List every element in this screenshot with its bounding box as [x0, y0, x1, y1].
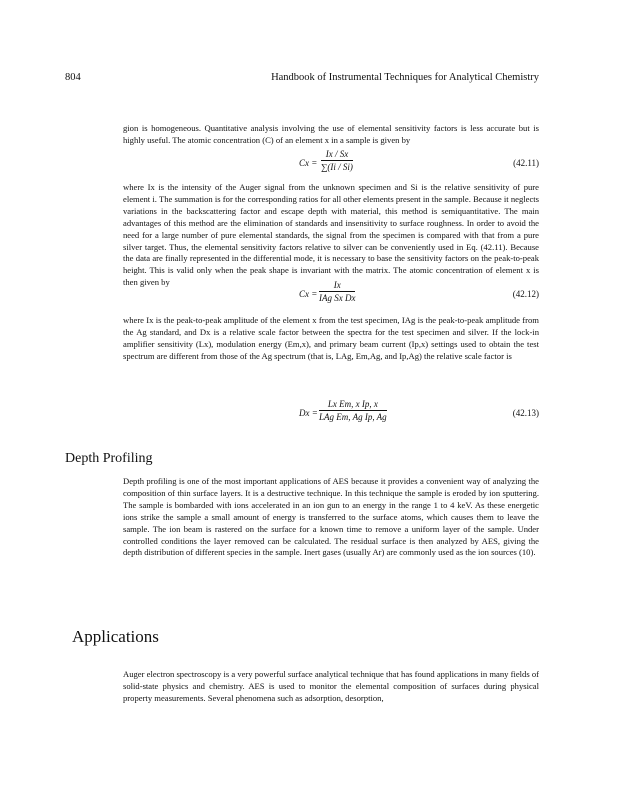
equation-numerator: Ix / Sx — [321, 149, 353, 161]
equation-number: (42.12) — [512, 289, 539, 299]
paragraph-scale-factor — [123, 315, 539, 363]
equation-fraction — [319, 280, 355, 303]
page-number: 804 — [65, 72, 81, 83]
equation-lhs: Dx = — [299, 408, 318, 418]
paragraph-applications — [123, 669, 539, 705]
equation-number: (42.11) — [513, 158, 539, 168]
paragraph-text: Auger electron spectroscopy is a very powerful surface analytical technique that has found applications in many fields of solid-state physics and chemistry. AES is used to monitor the elemental composition of surfaces during physical property measurements. Several phenomena such as adsorption, desorption, — [123, 669, 539, 703]
equation-42-12 — [123, 277, 539, 313]
paragraph-text: Depth profiling is one of the most important applications of AES because it provides a convenient way of analyzing the composition of thin surface layers. It is a destructive technique. In this technique the sample is eroded by ion sputtering. The sample is bombarded with ions accelerated in an ion gun to an energy in the range 1 to 4 keV. As these energetic ions strike the sample a small amount of energy is transferred to the surface atoms, which causes them to leave the sample. The ion beam is rastered on the surface for a known time to remove a uniform layer of the sample. Under controlled conditions the layer removed can be calculated. The residual surface is then analyzed by AES, giving the depth distribution of different species in the sample. Inert gases (usually Ar) are commonly used as the ion sources (10). — [123, 476, 539, 558]
heading-applications: Applications — [72, 627, 159, 646]
paragraph-text: where Ix is the peak-to-peak amplitude of the element x from the test specimen, IAg is the peak-to-peak amplitude from the Ag standard, and Dx is a relative scale factor between the spectra for the test specimen and silver. If the lock-in amplifier sensitivity (Lx), modulation energy (Em,x), and primary beam current (Ip,x) settings used to obtain the test spectrum are different from those of the Ag spectrum (that is, LAg, Em,Ag, and Ip,Ag) the relative scale factor is — [123, 315, 539, 361]
paragraph-sensitivity — [123, 182, 539, 289]
running-title: Handbook of Instrumental Techniques for Analytical Chemistry — [271, 72, 539, 83]
equation-denominator: ∑(Ii / Si) — [321, 162, 353, 172]
equation-numerator: Ix — [319, 280, 355, 292]
equation-42-11 — [123, 146, 539, 182]
equation-fraction — [319, 399, 387, 422]
equation-lhs: Cx = — [299, 158, 318, 168]
equation-denominator: IAg Sx Dx — [319, 293, 356, 303]
equation-fraction — [321, 149, 353, 172]
equation-numerator: Lx Em, x Ip, x — [319, 399, 387, 411]
equation-lhs: Cx = — [299, 289, 318, 299]
paragraph-intro — [123, 123, 539, 147]
equation-denominator: LAg Em, Ag Ip, Ag — [319, 412, 387, 422]
paragraph-text: gion is homogeneous. Quantitative analysis involving the use of elemental sensitivity factors is less accurate but is highly useful. The atomic concentration (C) of an element x in a sample is given by — [123, 123, 539, 145]
paragraph-text: where Ix is the intensity of the Auger signal from the unknown specimen and Si is the relative sensitivity of pure element i. The summation is for the corresponding ratios for all other elements present in the sample. Because it neglects variations in the backscattering factor and escape depth with material, this method is semiquantitative. The main advantages of this method are the elimination of standards and insensitivity to surface roughness. In order to avoid the need for a large number of pure elemental standards, the signal from the specimen is compared with that from a pure silver target. Thus, the elemental sensitivity factors relative to silver can be conveniently used in Eq. (42.11). Because the data are finally represented in the differential mode, it is necessary to base the sensitivity factors on the peak-to-peak height. This is valid only when the peak shape is invariant with the matrix. The atomic concentration of element x is then given by — [123, 182, 539, 288]
equation-number: (42.13) — [512, 408, 539, 418]
heading-depth-profiling: Depth Profiling — [65, 451, 153, 466]
equation-42-13 — [123, 396, 539, 432]
paragraph-depth-profiling — [123, 476, 539, 559]
